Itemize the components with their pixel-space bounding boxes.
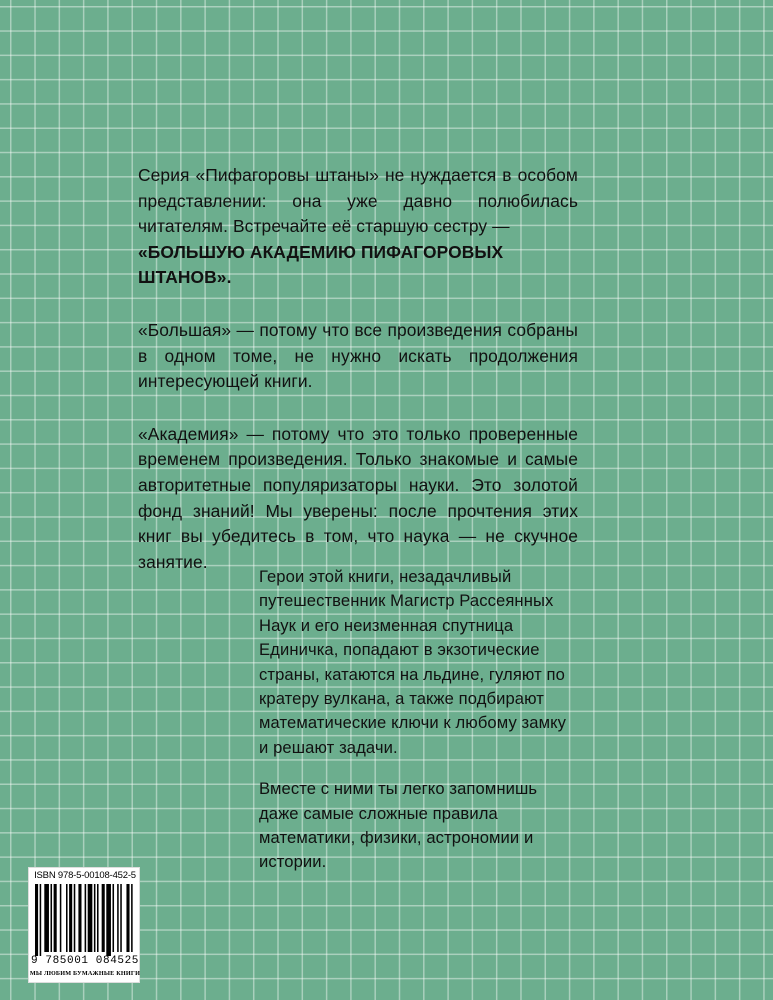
- barcode-bars-icon: [35, 884, 135, 956]
- heroes-paragraph: Герои этой книги, незадачливый путешественник Магистр Рассеянных Наук и его неизменная спутница Единичка, попадают в экзотические страны, катаются на льдине, гуляют по кратеру вулкана, а также подбирают математические ключи к любому замку и решают задачи.: [259, 567, 567, 757]
- bolshaya-paragraph: «Большая» — потому что все произведения собраны в одном томе, не нужно искать продолжения интересующей книги.: [138, 319, 578, 392]
- together-paragraph: Вместе с ними ты легко запомнишь даже самые сложные правила математики, физики, астрономии и истории.: [259, 779, 538, 872]
- ean-digits: 9 785001 084525: [30, 955, 140, 967]
- series-title-highlight: «БОЛЬШУЮ АКАДЕМИЮ ПИФАГОРОВЫХ ШТАНОВ».: [138, 241, 504, 288]
- intro-text: Серия «Пифагоровы штаны» не нуждается в особом представлении: она уже давно полюбилась читателям. Встречайте её старшую сестру —: [138, 165, 578, 237]
- bottom-text-block: [259, 565, 577, 875]
- akademiya-paragraph: «Академия» — потому что это только проверенные временем произведения. Только знакомые и самые авторитетные популяризаторы науки. Это золотой фонд знаний! Мы уверены: после прочтения этих книг вы убедитесь в том, что наука — не скучное занятие.: [138, 423, 578, 572]
- top-text-block: [138, 163, 578, 575]
- publisher-slogan: МЫ ЛЮБИМ БУМАЖНЫЕ КНИГИ: [29, 970, 141, 977]
- isbn-label: ISBN 978-5-00108-452-5: [34, 870, 136, 881]
- barcode-panel: [28, 867, 140, 983]
- intro-paragraph: [138, 163, 578, 291]
